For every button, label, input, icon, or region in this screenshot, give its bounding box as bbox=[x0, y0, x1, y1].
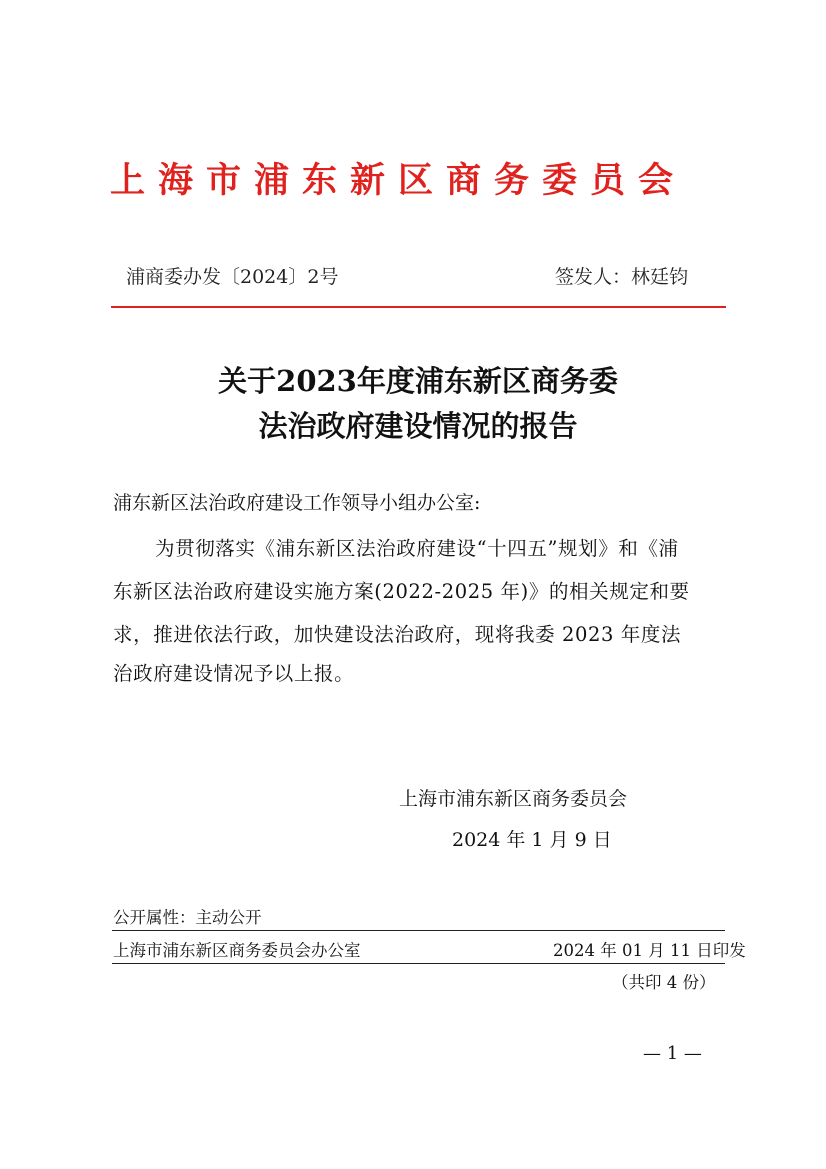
disclosure-attribute: 公开属性：主动公开 bbox=[113, 908, 262, 927]
signature-date: 2024 年 1 月 9 日 bbox=[452, 829, 612, 851]
body-text-line: 治政府建设情况予以上报。 bbox=[113, 662, 355, 685]
page-number: — 1 — bbox=[643, 1043, 702, 1064]
print-date: 2024 年 01 月 11 日印发 bbox=[553, 941, 746, 960]
issuing-authority-title: 上海市浦东新区商务委员会 bbox=[110, 160, 687, 201]
document-number: 浦商委办发〔2024〕2号 bbox=[126, 266, 339, 288]
red-divider bbox=[111, 306, 726, 308]
body-text-line: 为贯彻落实《浦东新区法治政府建设“十四五”规划》和《浦 bbox=[155, 537, 679, 560]
signer: 签发人：林廷钧 bbox=[555, 266, 689, 288]
recipient: 浦东新区法治政府建设工作领导小组办公室: bbox=[113, 492, 481, 514]
report-title-line-1: 关于2023年度浦东新区商务委 bbox=[218, 364, 618, 398]
body-text-line: 求，推进依法行政，加快建设法治政府，现将我委 2023 年度法 bbox=[113, 623, 682, 646]
report-title-line-2: 法治政府建设情况的报告 bbox=[258, 409, 578, 443]
copies-count: （共印 4 份） bbox=[612, 973, 716, 992]
body-text-line: 东新区法治政府建设实施方案(2022-2025 年)》的相关规定和要 bbox=[113, 580, 690, 603]
footer-divider-top bbox=[112, 930, 725, 931]
signature-organization: 上海市浦东新区商务委员会 bbox=[399, 788, 628, 810]
issuing-office: 上海市浦东新区商务委员会办公室 bbox=[113, 941, 361, 960]
footer-divider-bottom bbox=[112, 963, 725, 964]
